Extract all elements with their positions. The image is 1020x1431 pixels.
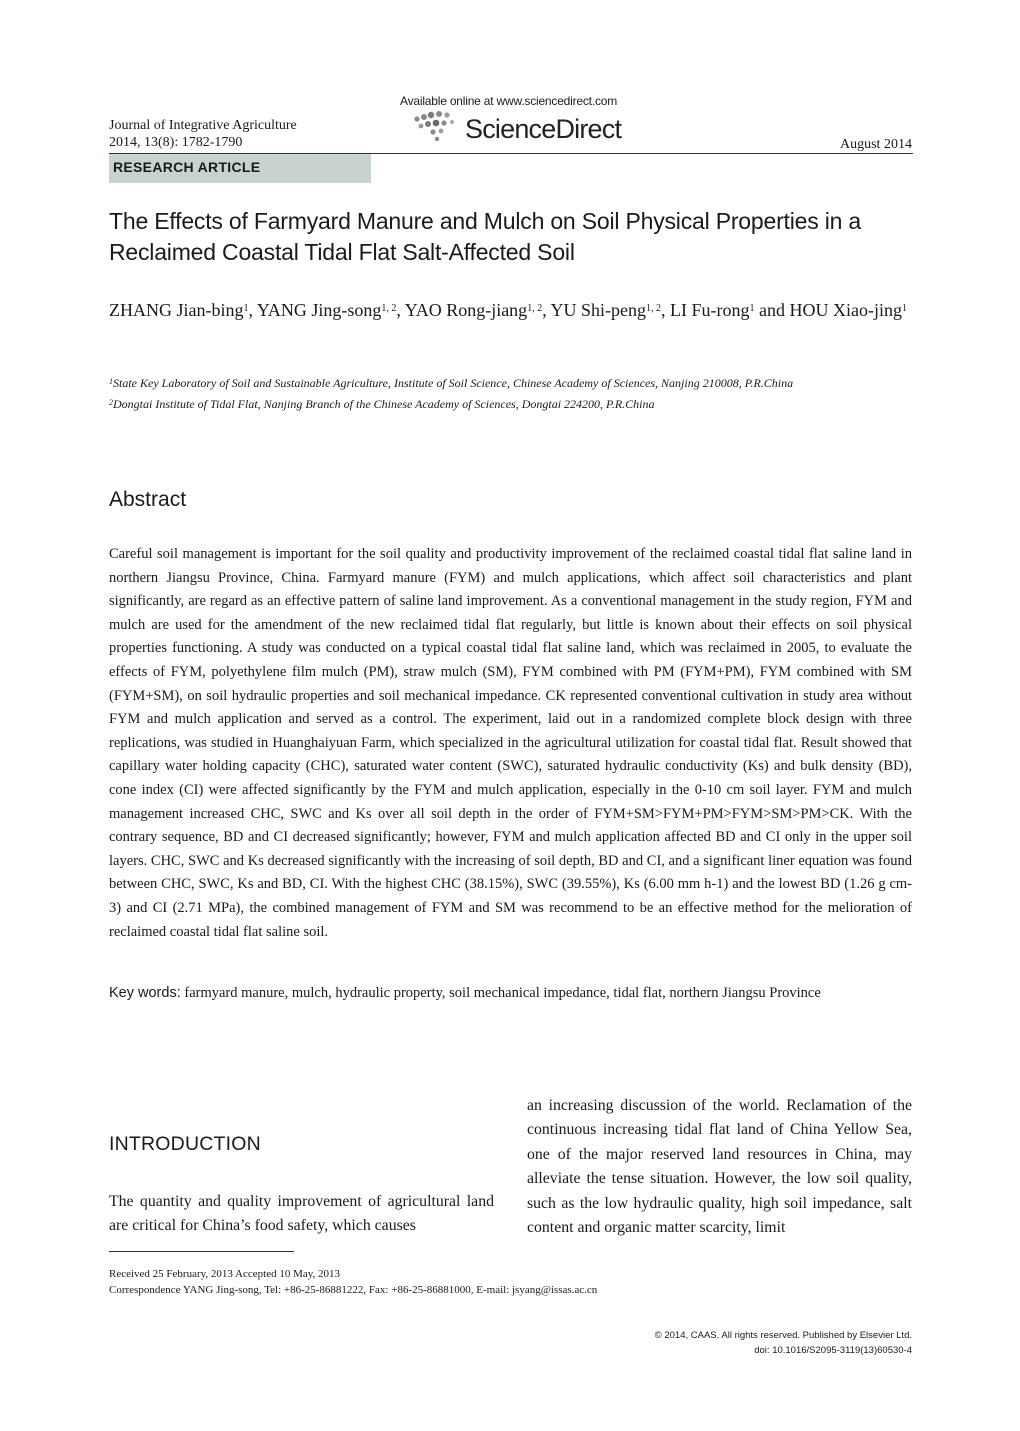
affiliation-1-text: State Key Laboratory of Soil and Sustainable Agriculture, Institute of Soil Science, Chinese Academy of Sciences, Nanjing 210008, P.R.China — [113, 376, 794, 390]
footnote-divider — [109, 1251, 294, 1252]
author-name: YU Shi-peng — [550, 300, 647, 320]
author-list: ZHANG Jian-bing$^1$, YANG Jing-song$^{1, 2}$, YAO Rong-jiang$^{1, 2}$, YU Shi-peng$^{1, 2}$, LI Fu-rong$^1$ and HOU Xiao-jing$^1$ — [109, 300, 908, 320]
author-affiliation-mark: 1 — [749, 303, 755, 314]
author-name: HOU Xiao-jing — [789, 300, 903, 320]
keywords-text: farmyard manure, mulch, hydraulic property, soil mechanical impedance, tidal flat, northern Jiangsu Province — [184, 985, 821, 1001]
author-affiliation-mark: 1 — [243, 303, 249, 314]
journal-issue: 2014, 13(8): 1782-1790 — [109, 135, 243, 150]
affiliation-2 — [109, 397, 919, 412]
correspondence-info: Correspondence YANG Jing-song, Tel: +86-25-86881222, Fax: +86-25-86881000, E-mail: jsyang@issas.ac.cn — [109, 1284, 598, 1296]
sciencedirect-logo-icon — [413, 111, 459, 145]
abstract-heading: Abstract — [109, 488, 187, 511]
author-affiliation-mark: 1, 2 — [527, 303, 543, 314]
abstract-body — [109, 543, 912, 944]
author-name: LI Fu-rong — [670, 300, 750, 320]
author-name: YAO Rong-jiang — [404, 300, 528, 320]
author-affiliation-mark: 1, 2 — [646, 303, 662, 314]
available-online-text[interactable]: Available online at www.sciencedirect.com — [400, 94, 618, 108]
received-accepted-dates: Received 25 February, 2013 Accepted 10 May, 2013 — [109, 1268, 341, 1280]
keywords — [109, 984, 912, 1002]
intro-column-right: an increasing discussion of the world. Reclamation of the continuous increasing tidal flat land of China Yellow Sea, one of the major reserved land resources in China, may alleviate the tense situation. However, the low soil quality, such as the low hydraulic quality, high soil impedance, salt content and organic matter scarcity, limit — [527, 1097, 912, 1237]
author-affiliation-mark: 1, 2 — [381, 303, 397, 314]
doi-link[interactable]: doi: 10.1016/S2095-3119(13)60530-4 — [754, 1345, 912, 1356]
author-name: ZHANG Jian-bing — [109, 300, 244, 320]
abstract-text: Careful soil management is important for the soil quality and productivity improvement of the reclaimed coastal tidal flat saline land in northern Jiangsu Province, China. Farmyard manure (FYM) and mulch applications, which affect soil characteristics and plant significantly, are regard as an effective pattern of saline land improvement. As a conventional management in the study region, FYM and mulch are used for the amendment of the new reclaimed tidal flat regularly, but little is known about their effects on soil physical properties functioning. A study was conducted on a typical coastal tidal flat saline land, which was reclaimed in 2005, to evaluate the effects of FYM, polyethylene film mulch (PM), straw mulch (SM), FYM combined with PM (FYM+PM), FYM combined with SM (FYM+SM), on soil hydraulic properties and soil mechanical impedance. CK represented conventional cultivation in study area without FYM and mulch application and served as a control. The experiment, laid out in a randomized complete block design with three replications, was studied in Huanghaiyuan Farm, which specialized in the agricultural utilization for coastal tidal flat. Result showed that capillary water holding capacity (CHC), saturated water content (SWC), saturated hydraulic conductivity (Ks) and bulk density (BD), cone index (CI) were affected significantly by the FYM and mulch application, especially in the 0-10 cm soil layer. FYM and mulch management increased CHC, SWC and Ks over all soil depth in the order of FYM+SM>FYM+PM>FYM>SM>PM>CK. With the contrary sequence, BD and CI decreased significantly; however, FYM and mulch application affected BD and CI only in the upper soil layers. CHC, SWC and Ks decreased significantly with the increasing of soil depth, BD and CI, and a significant liner equation was found between CHC, SWC, Ks and BD, CI. With the highest CHC (38.15%), SWC (39.55%), Ks (6.00 mm h-1) and the lowest BD (1.26 g cm-3) and CI (2.71 MPa), the combined management of FYM and SM was recommend to be an effective method for the melioration of reclaimed coastal tidal flat saline soil. — [109, 546, 912, 940]
affiliation-1 — [109, 376, 919, 391]
paper-title: The Effects of Farmyard Manure and Mulch on Soil Physical Properties in a Reclaimed Coastal Tidal Flat Salt-Affected Soil — [109, 208, 861, 265]
affiliation-2-number: 2 — [109, 398, 113, 407]
sciencedirect-wordmark[interactable]: ScienceDirect — [465, 114, 622, 144]
affiliation-2-text: Dongtai Institute of Tidal Flat, Nanjing Branch of the Chinese Academy of Sciences, Dongtai 224200, P.R.China — [113, 397, 655, 411]
introduction-heading: INTRODUCTION — [109, 1133, 261, 1155]
author-affiliation-mark: 1 — [902, 303, 908, 314]
article-type-banner: RESEARCH ARTICLE — [109, 154, 371, 183]
intro-column-left: The quantity and quality improvement of agricultural land are critical for China’s food safety, which causes — [109, 1193, 494, 1235]
publication-date: August 2014 — [840, 137, 912, 152]
journal-name: Journal of Integrative Agriculture — [109, 118, 297, 133]
affiliation-1-number: 1 — [109, 377, 113, 386]
keywords-label: Key words: — [109, 985, 181, 1001]
author-name: YANG Jing-song — [256, 300, 382, 320]
copyright-notice: © 2014, CAAS. All rights reserved. Published by Elsevier Ltd. — [654, 1330, 912, 1341]
